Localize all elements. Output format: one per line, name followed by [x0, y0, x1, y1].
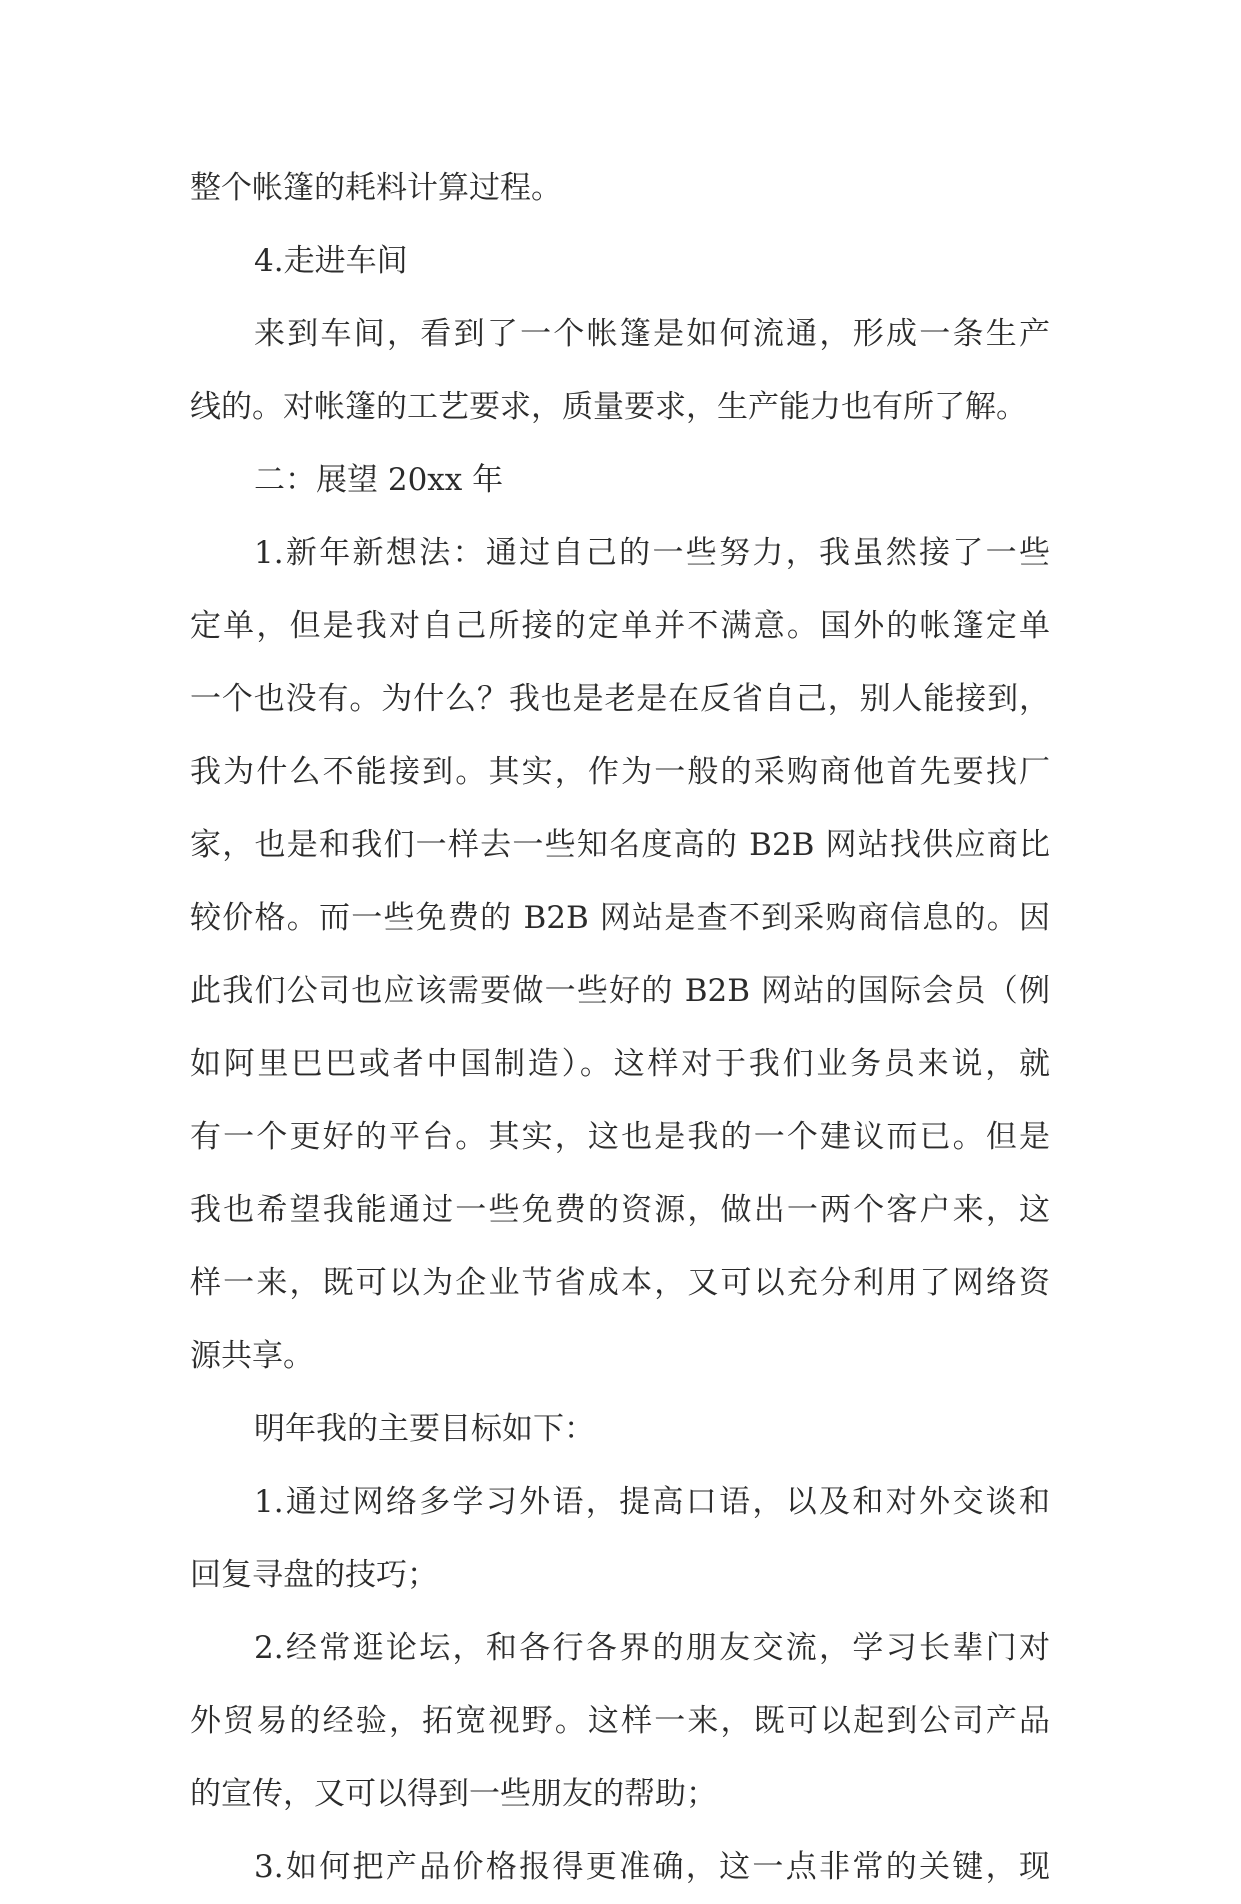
text-line: 样一来，既可以为企业节省成本，又可以充分利用了网络资	[190, 1265, 1050, 1301]
text-line: 明年我的主要目标如下：	[254, 1411, 595, 1447]
text-line: 如阿里巴巴或者中国制造）。这样对于我们业务员来说，就	[190, 1046, 1050, 1082]
text-line: 来到车间，看到了一个帐篷是如何流通，形成一条生产	[254, 316, 1050, 352]
text-line: 3.如何把产品价格报得更准确，这一点非常的关键，现	[254, 1849, 1050, 1885]
text-line: 有一个更好的平台。其实，这也是我的一个建议而已。但是	[190, 1119, 1050, 1155]
text-line: 定单，但是我对自己所接的定单并不满意。国外的帐篷定单	[190, 608, 1050, 644]
text-line: 的宣传，又可以得到一些朋友的帮助；	[190, 1776, 717, 1812]
text-line: 1.通过网络多学习外语，提高口语，以及和对外交谈和	[254, 1484, 1050, 1520]
text-line: 较价格。而一些免费的 B2B 网站是查不到采购商信息的。因	[190, 900, 1050, 936]
text-line: 此我们公司也应该需要做一些好的 B2B 网站的国际会员（例	[190, 973, 1050, 1009]
text-line: 1.新年新想法：通过自己的一些努力，我虽然接了一些	[254, 535, 1050, 571]
text-line: 4.走进车间	[254, 243, 408, 279]
text-line: 我也希望我能通过一些免费的资源，做出一两个客户来，这	[190, 1192, 1050, 1228]
text-line: 源共享。	[190, 1338, 314, 1374]
text-line: 整个帐篷的耗料计算过程。	[190, 170, 562, 206]
document-body	[190, 152, 1050, 1904]
text-line: 线的。对帐篷的工艺要求，质量要求，生产能力也有所了解。	[190, 389, 1027, 425]
text-line: 我为什么不能接到。其实，作为一般的采购商他首先要找厂	[190, 754, 1050, 790]
text-line: 2.经常逛论坛，和各行各界的朋友交流，学习长辈门对	[254, 1630, 1050, 1666]
text-line: 回复寻盘的技巧；	[190, 1557, 438, 1593]
text-line: 外贸易的经验，拓宽视野。这样一来，既可以起到公司产品	[190, 1703, 1050, 1739]
text-line: 家，也是和我们一样去一些知名度高的 B2B 网站找供应商比	[190, 827, 1050, 863]
section-heading: 二：展望 20xx 年	[254, 462, 504, 498]
text-line: 一个也没有。为什么？我也是老是在反省自己，别人能接到，	[190, 681, 1050, 717]
